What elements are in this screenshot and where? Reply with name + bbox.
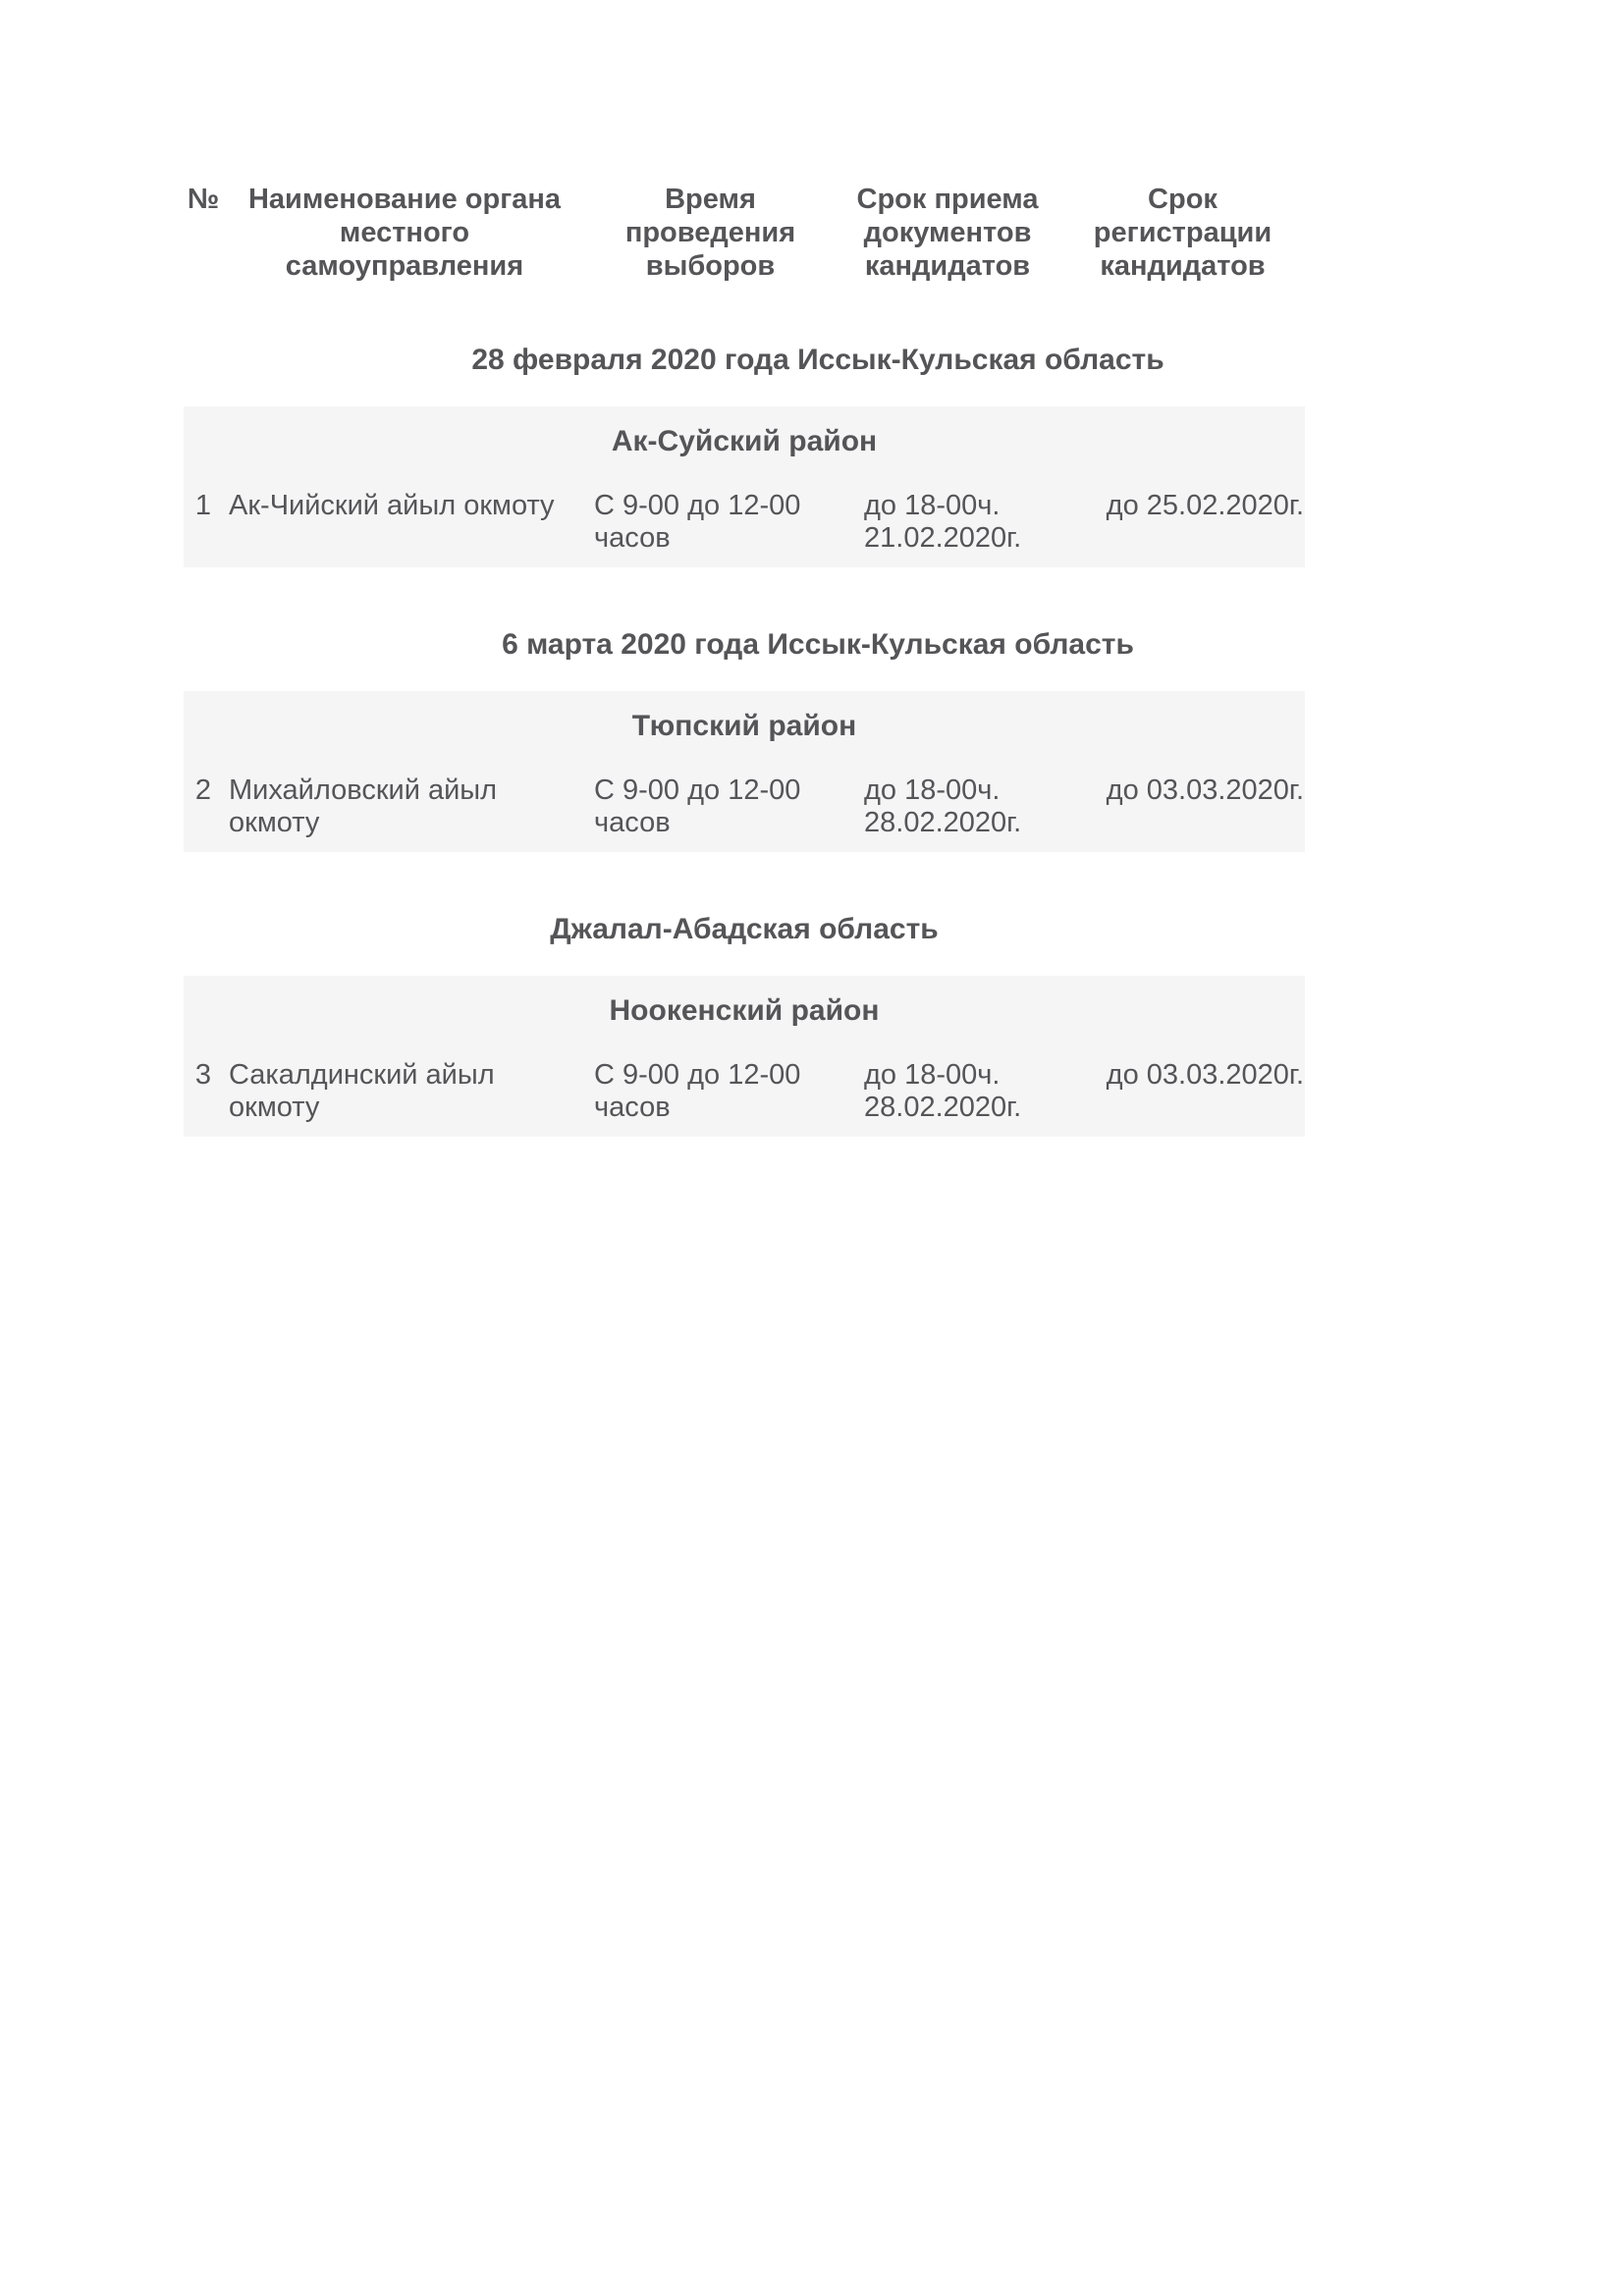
district-title: Тюпский район bbox=[631, 710, 857, 742]
table-row bbox=[184, 774, 1305, 839]
section-title: 28 февраля 2020 года Иссык-Кульская область bbox=[471, 344, 1164, 376]
row-docs-deadline: до 18-00ч. 28.02.2020г. bbox=[864, 774, 1022, 838]
row-reg-deadline: до 25.02.2020г. bbox=[1106, 490, 1304, 521]
row-reg-deadline: до 03.03.2020г. bbox=[1106, 1059, 1304, 1091]
row-docs-deadline: до 18-00ч. 28.02.2020г. bbox=[864, 1059, 1022, 1123]
row-org-name: Сакалдинский айыл окмоту bbox=[229, 1059, 495, 1123]
row-number: 2 bbox=[194, 774, 212, 806]
section-jalal-abad bbox=[184, 913, 1305, 1137]
row-org-name: Михайловский айыл окмоту bbox=[229, 774, 498, 838]
row-voting-time: С 9-00 до 12-00 часов bbox=[594, 774, 801, 838]
table-row bbox=[184, 1059, 1305, 1124]
row-voting-time: С 9-00 до 12-00 часов bbox=[594, 1059, 801, 1123]
header-col-docs-deadline: Срок приема документов кандидатов bbox=[856, 184, 1039, 282]
header-col-number: № bbox=[187, 184, 220, 215]
section-issyk-kul-28feb bbox=[184, 344, 1305, 567]
row-reg-deadline: до 03.03.2020г. bbox=[1106, 774, 1304, 806]
row-voting-time: С 9-00 до 12-00 часов bbox=[594, 490, 801, 554]
header-col-reg-deadline: Срок регистрации кандидатов bbox=[1093, 184, 1272, 282]
section-issyk-kul-6mar bbox=[184, 628, 1305, 852]
row-number: 3 bbox=[194, 1059, 212, 1091]
table-row bbox=[184, 490, 1305, 555]
district-title: Ак-Суйский район bbox=[611, 425, 878, 457]
row-org-name: Ак-Чийский айыл окмоту bbox=[229, 490, 555, 521]
header-col-voting-time: Время проведения выборов bbox=[624, 184, 796, 282]
section-title: Джалал-Абадская область bbox=[550, 913, 939, 945]
district-block bbox=[184, 691, 1305, 852]
row-docs-deadline: до 18-00ч. 21.02.2020г. bbox=[864, 490, 1022, 554]
table-header-row bbox=[184, 183, 1305, 283]
district-block bbox=[184, 976, 1305, 1137]
section-title: 6 марта 2020 года Иссык-Кульская область bbox=[502, 628, 1134, 661]
row-number: 1 bbox=[194, 490, 212, 521]
district-block bbox=[184, 406, 1305, 567]
district-title: Ноокенский район bbox=[609, 994, 880, 1027]
election-schedule-table bbox=[184, 0, 1305, 1137]
header-col-org-name: Наименование органа местного самоуправления bbox=[247, 184, 562, 282]
